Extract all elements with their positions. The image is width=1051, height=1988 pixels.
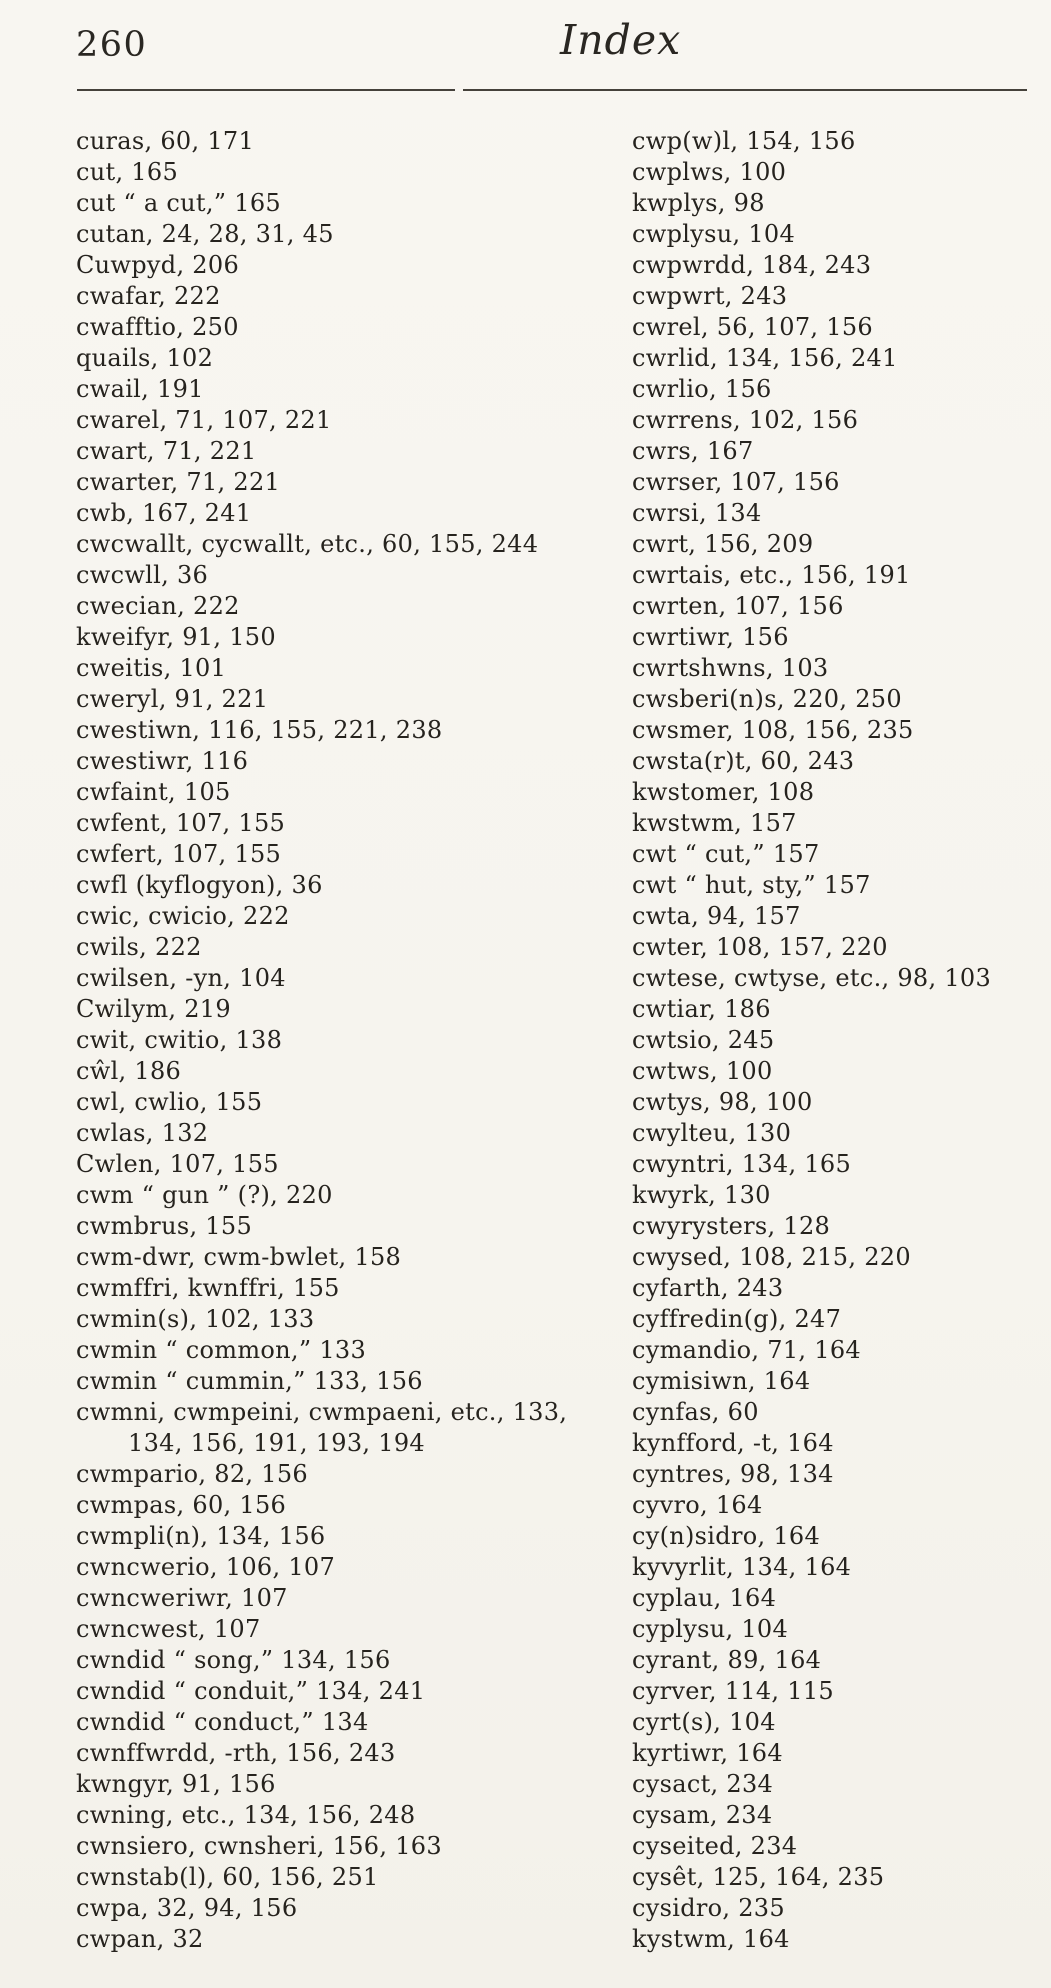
index-entry: cwmpario, 82, 156	[76, 1460, 308, 1488]
index-entry: cwrt, 156, 209	[632, 530, 814, 558]
index-entry: cwrlio, 156	[632, 375, 772, 403]
index-entry: kwngyr, 91, 156	[76, 1770, 276, 1798]
index-entry: cwndid “ conduct,” 134	[76, 1708, 369, 1736]
index-entry: cwnstab(l), 60, 156, 251	[76, 1863, 379, 1891]
index-entry: cwter, 108, 157, 220	[632, 933, 888, 961]
index-entry: cwsberi(n)s, 220, 250	[632, 685, 902, 713]
index-entry: cynfas, 60	[632, 1398, 759, 1426]
index-entry: cwrsi, 134	[632, 499, 762, 527]
index-entry: cwrs, 167	[632, 437, 754, 465]
index-entry: cwarter, 71, 221	[76, 468, 281, 496]
index-entry: cwtese, cwtyse, etc., 98, 103	[632, 964, 992, 992]
index-entry: kynfford, -t, 164	[632, 1429, 834, 1457]
index-entry: Cwilym, 219	[76, 995, 231, 1023]
index-entry: cwplws, 100	[632, 158, 787, 186]
index-entry: cwmffri, kwnffri, 155	[76, 1274, 340, 1302]
index-entry: cwils, 222	[76, 933, 202, 961]
index-entry: cymisiwn, 164	[632, 1367, 811, 1395]
index-entry: cwestiwr, 116	[76, 747, 249, 775]
index-entry: cwning, etc., 134, 156, 248	[76, 1801, 416, 1829]
index-entry: cwysed, 108, 215, 220	[632, 1243, 911, 1271]
index-entry: cwtsio, 245	[632, 1026, 775, 1054]
index-entry: cwecian, 222	[76, 592, 240, 620]
index-entry: cwrtshwns, 103	[632, 654, 829, 682]
index-entry: cwpa, 32, 94, 156	[76, 1894, 298, 1922]
index-entry: cwb, 167, 241	[76, 499, 252, 527]
index-entry: cyffredin(g), 247	[632, 1305, 842, 1333]
index-entry: cweitis, 101	[76, 654, 227, 682]
index-entry: cysidro, 235	[632, 1894, 785, 1922]
index-entry: cwmin “ common,” 133	[76, 1336, 367, 1364]
index-entry: cwtys, 98, 100	[632, 1088, 813, 1116]
index-entry: cwyrysters, 128	[632, 1212, 831, 1240]
index-entry: cy(n)sidro, 164	[632, 1522, 821, 1550]
index-entry: curas, 60, 171	[76, 127, 255, 155]
index-entry: cwt “ cut,” 157	[632, 840, 820, 868]
index-entry: cwfent, 107, 155	[76, 809, 286, 837]
index-entry: cwmbrus, 155	[76, 1212, 253, 1240]
index-entry: cwncweriwr, 107	[76, 1584, 288, 1612]
index-entry: cwrtiwr, 156	[632, 623, 789, 651]
index-entry: cysêt, 125, 164, 235	[632, 1863, 885, 1891]
index-entry: cwnffwrdd, -rth, 156, 243	[76, 1739, 396, 1767]
index-entry: cweryl, 91, 221	[76, 685, 269, 713]
index-entry: cwafar, 222	[76, 282, 221, 310]
index-entry: cut “ a cut,” 165	[76, 189, 281, 217]
index-entry: cysam, 234	[632, 1801, 773, 1829]
index-entry: cwpan, 32	[76, 1925, 204, 1953]
index-entry: cwmin(s), 102, 133	[76, 1305, 315, 1333]
index-entry: cwm “ gun ” (?), 220	[76, 1181, 333, 1209]
header-rule-left	[77, 89, 455, 91]
index-entry: cwmin “ cummin,” 133, 156	[76, 1367, 423, 1395]
index-entry: cwplysu, 104	[632, 220, 796, 248]
index-entry: cyplysu, 104	[632, 1615, 789, 1643]
index-entry: cwrlid, 134, 156, 241	[632, 344, 898, 372]
index-entry: cŵl, 186	[76, 1057, 182, 1085]
page-number: 260	[76, 25, 148, 65]
index-entry: cwrser, 107, 156	[632, 468, 840, 496]
index-entry: kwstomer, 108	[632, 778, 815, 806]
index-entry: cwrel, 56, 107, 156	[632, 313, 873, 341]
index-entry: cwndid “ conduit,” 134, 241	[76, 1677, 426, 1705]
index-entry: cwsmer, 108, 156, 235	[632, 716, 914, 744]
index-entry: cwpwrt, 243	[632, 282, 788, 310]
index-entry: cwncwerio, 106, 107	[76, 1553, 336, 1581]
index-entry: cwit, cwitio, 138	[76, 1026, 283, 1054]
index-entry: cwl, cwlio, 155	[76, 1088, 263, 1116]
index-entry: cwta, 94, 157	[632, 902, 801, 930]
header-rule-right	[463, 89, 1027, 91]
index-entry: cwcwll, 36	[76, 561, 209, 589]
index-entry: cyrver, 114, 115	[632, 1677, 835, 1705]
index-entry: cwncwest, 107	[76, 1615, 261, 1643]
index-entry: cwic, cwicio, 222	[76, 902, 290, 930]
index-entry: cwfaint, 105	[76, 778, 231, 806]
index-entry: cyntres, 98, 134	[632, 1460, 834, 1488]
index-entry: cwpwrdd, 184, 243	[632, 251, 872, 279]
index-entry: cyplau, 164	[632, 1584, 777, 1612]
index-entry: cwm-dwr, cwm-bwlet, 158	[76, 1243, 402, 1271]
index-entry: cwcwallt, cycwallt, etc., 60, 155, 244	[76, 530, 539, 558]
index-entry: cwsta(r)t, 60, 243	[632, 747, 855, 775]
index-entry: kyvyrlit, 134, 164	[632, 1553, 852, 1581]
index-entry: cut, 165	[76, 158, 179, 186]
index-entry: cwtiar, 186	[632, 995, 771, 1023]
index-entry: cwfert, 107, 155	[76, 840, 282, 868]
index-column-left	[76, 126, 628, 1955]
index-entry: cwrrens, 102, 156	[632, 406, 859, 434]
index-entry: cyseited, 234	[632, 1832, 798, 1860]
index-entry: cwafftio, 250	[76, 313, 239, 341]
index-entry: cyvro, 164	[632, 1491, 763, 1519]
index-entry: cwp(w)l, 154, 156	[632, 127, 856, 155]
index-entry: cysact, 234	[632, 1770, 774, 1798]
index-entry: kystwm, 164	[632, 1925, 790, 1953]
index-entry: cwarel, 71, 107, 221	[76, 406, 332, 434]
index-column-right	[632, 126, 1051, 1955]
index-entry: cwart, 71, 221	[76, 437, 257, 465]
index-entry: cyrt(s), 104	[632, 1708, 776, 1736]
index-entry: cwfl (kyflogyon), 36	[76, 871, 323, 899]
index-entry: cymandio, 71, 164	[632, 1336, 861, 1364]
index-entry: cwnsiero, cwnsheri, 156, 163	[76, 1832, 442, 1860]
index-entry: cyfarth, 243	[632, 1274, 784, 1302]
index-entry: cwt “ hut, sty,” 157	[632, 871, 871, 899]
index-entry: Cuwpyd, 206	[76, 251, 240, 279]
index-entry: cwrten, 107, 156	[632, 592, 844, 620]
index-entry: quails, 102	[76, 344, 214, 372]
index-entry: cwtws, 100	[632, 1057, 773, 1085]
index-entry: cwrtais, etc., 156, 191	[632, 561, 911, 589]
index-entry: cwmpas, 60, 156	[76, 1491, 287, 1519]
index-entry: cwail, 191	[76, 375, 204, 403]
index-entry: kwyrk, 130	[632, 1181, 771, 1209]
index-entry: kweifyr, 91, 150	[76, 623, 276, 651]
index-entry: kwstwm, 157	[632, 809, 797, 837]
index-entry: kwplys, 98	[632, 189, 765, 217]
page-title: Index	[560, 16, 682, 64]
index-entry: cwndid “ song,” 134, 156	[76, 1646, 391, 1674]
index-entry: cwyntri, 134, 165	[632, 1150, 852, 1178]
index-entry: cwylteu, 130	[632, 1119, 792, 1147]
index-entry: cwlas, 132	[76, 1119, 209, 1147]
index-entry: cwmpli(n), 134, 156	[76, 1522, 326, 1550]
index-entry: kyrtiwr, 164	[632, 1739, 783, 1767]
index-entry: cwmni, cwmpeini, cwmpaeni, etc., 133,	[76, 1398, 568, 1426]
index-entry: cwilsen, -yn, 104	[76, 964, 286, 992]
index-entry: cyrant, 89, 164	[632, 1646, 822, 1674]
index-entry: cwestiwn, 116, 155, 221, 238	[76, 716, 443, 744]
index-entry: cutan, 24, 28, 31, 45	[76, 220, 334, 248]
index-entry: 134, 156, 191, 193, 194	[128, 1429, 425, 1457]
index-entry: Cwlen, 107, 155	[76, 1150, 279, 1178]
